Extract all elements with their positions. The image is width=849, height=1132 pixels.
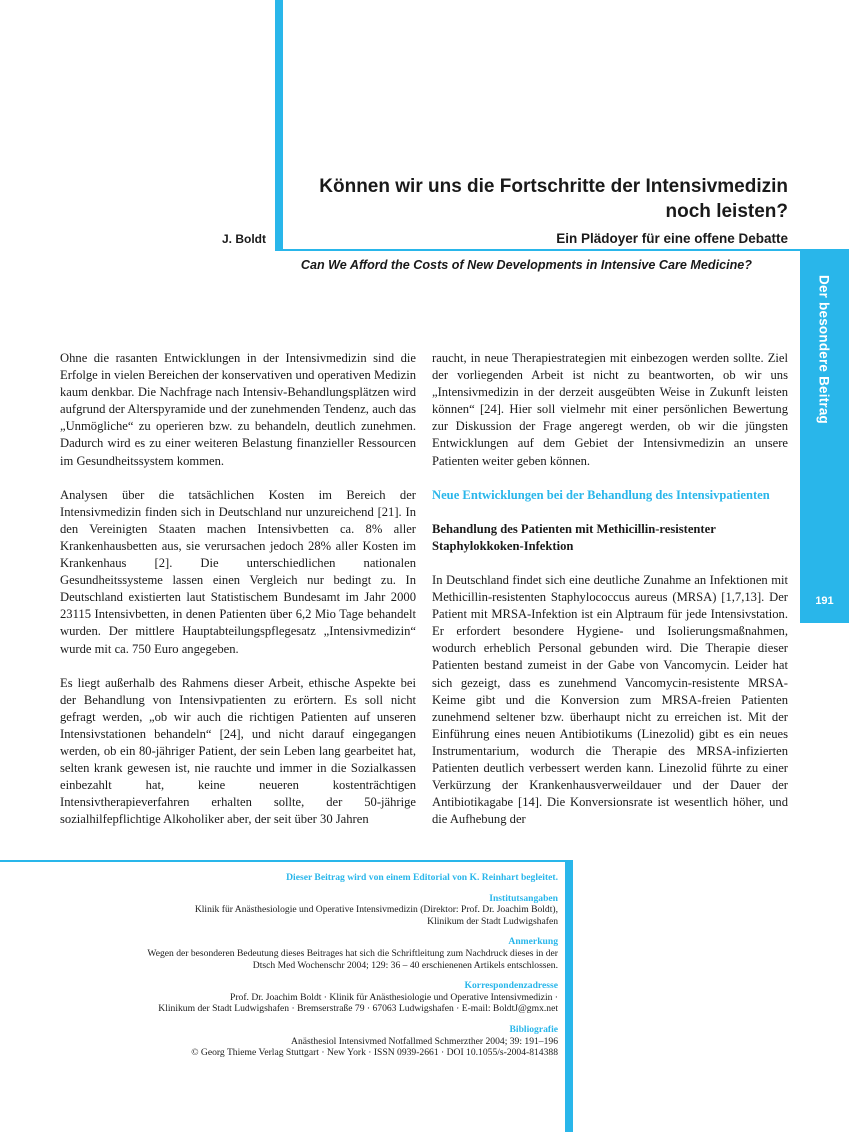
- paragraph: In Deutschland findet sich eine deutliche Zunahme an Infektionen mit Methicillin-resistenten Staphylococcus aureus (MRSA) [1,7,13]. Der Patient mit MRSA-Infektion ist ein Alptraum für jede Intensivstation. Er erfordert besondere Hygiene- und Isolierungsmaßnahmen, wodurch erheblich Personal gebunden wird. Die Therapie dieser Patienten bestand zumeist in der Gabe von Vancomycin. Leider hat sich gezeigt, dass es zunehmend Vancomycin-resistente MRSA-Keime gibt und die Konversion zum MRSA-freien Patienten zunehmend seltener bzw. überhaupt nicht zu erreichen ist. Mit der Einführung eines neuen Antibiotikums (Linezolid) gibt es ein neues Instrumentarium, wodurch die Therapie des MRSA-infizierten Patienten deutlich verbessert werden kann. Linezolid führte zu einer Verkürzung der Krankenhausverweildauer und der Dauer der Antibiotikagabe [14]. Die Konversionsrate ist wesentlich höher, und die Aufhebung der: [432, 572, 788, 827]
- sub-heading: Behandlung des Patienten mit Methicillin-resistenter Staphylokkoken-Infektion: [432, 521, 716, 553]
- institution-line: Klinikum der Stadt Ludwigshafen: [427, 915, 558, 927]
- correspondence-heading: Korrespondenzadresse: [464, 980, 558, 992]
- right-column: [432, 350, 788, 845]
- english-title: Can We Afford the Costs of New Developments in Intensive Care Medicine?: [300, 258, 752, 272]
- note-heading: Anmerkung: [508, 936, 558, 948]
- bibliography-heading: Bibliografie: [509, 1023, 558, 1035]
- correspondence-line: Klinikum der Stadt Ludwigshafen · Bremserstraße 79 · 67063 Ludwigshafen · E-mail: BoldtJ@gmx.net: [158, 1003, 558, 1015]
- page-number: 191: [815, 595, 834, 607]
- section-heading: Neue Entwicklungen bei der Behandlung des Intensivpatienten: [432, 487, 770, 502]
- institution-heading: Institutsangaben: [489, 892, 558, 904]
- paragraph: Ohne die rasanten Entwicklungen in der Intensivmedizin sind die Erfolge in vielen Bereichen der konservativen und operativen Medizin kaum denkbar. Die Nachfrage nach Intensiv-Behandlungsplätzen wird aufgrund der Alterspyramide und der zunehmenden Tendenz, auch das „Unmögliche“ zu operieren bzw. zu behandeln, deutlich zunehmen. Dadurch wird es zu einer weiteren Belastung finanzieller Ressourcen im Gesundheitssystem kommen.: [60, 351, 416, 468]
- header-accent-bar: [275, 0, 283, 251]
- editorial-note: Dieser Beitrag wird von einem Editorial von K. Reinhart begleitet.: [286, 872, 558, 883]
- bibliography-line: Anästhesiol Intensivmed Notfallmed Schmerzther 2004; 39: 191–196: [291, 1035, 558, 1047]
- note-line: Dtsch Med Wochenschr 2004; 129: 36 – 40 erschienenen Artikels entschlossen.: [252, 959, 558, 971]
- section-label: Der besondere Beitrag: [816, 275, 832, 424]
- left-column: [60, 350, 416, 845]
- paragraph: Analysen über die tatsächlichen Kosten im Bereich der Intensivmedizin finden sich in Deutschland nur unzureichend [21]. In den Vereinigten Staaten machen Intensivbetten ca. 8% aller Krankenhausbetten aus, sie verursachen jedoch 28% aller Kosten im Krankenhaus [2]. Die unterschiedlichen nationalen Gesundheitssysteme lassen einen Vergleich nur bedingt zu. In Deutschland existierten laut Statistischem Bundesamt im Jahr 2000 23115 Intensivbetten, in denen Patienten über 6,2 Mio Tage behandelt wurden. Der mittlere Hauptabteilungspflegesatz „Intensivmedizin“ wurde mit ca. 750 Euro angegeben.: [60, 487, 416, 656]
- header-accent-line: [275, 249, 849, 251]
- bibliography-line: © Georg Thieme Verlag Stuttgart · New York · ISSN 0939-2661 · DOI 10.1055/s-2004-814388: [191, 1047, 558, 1059]
- paragraph: raucht, in neue Therapiestrategien mit einbezogen werden sollte. Ziel der vorliegenden Arbeit ist nicht zu beantworten, ob wir uns „Intensivmedizin in der derzeit ausgeübten Weise in Zukunft leisten können“ [24]. Hier soll vielmehr mit einer persönlichen Bewertung zur Diskussion der Frage angeregt werden, ob wir die jüngsten Entwicklungen auf dem Gebiet der Intensivmedizin an unsere Patienten weiter geben können.: [432, 351, 788, 468]
- article-title: [290, 174, 788, 224]
- institution-line: Klinik für Anästhesiologie und Operative Intensivmedizin (Direktor: Prof. Dr. Joachim Boldt),: [194, 904, 558, 916]
- section-side-tab: [800, 251, 849, 623]
- author: J. Boldt: [222, 232, 266, 246]
- footer-accent-line: [0, 860, 572, 862]
- paragraph: Es liegt außerhalb des Rahmens dieser Arbeit, ethische Aspekte bei der Behandlung von Intensivpatienten zu erörtern. Es soll nicht gefragt werden, „ob wir auch die richtigen Patienten auf unseren Intensivstationen behandeln“ [24], und nicht darauf eingegangen werden, ob ein 80-jähriger Patient, der sein Leben lang gearbeitet hat, selten krank gewesen ist, nie rauchte und immer in die Sozialkassen einbezahlt hat, keine neueren kostenträchtigen Intensivtherapieverfahren erhalten sollte, der 50-jährige sozialhilfepflichtige Alkoholiker aber, der seit über 30 Jahren: [60, 675, 416, 827]
- title-line-1: Können wir uns die Fortschritte der Intensivmedizin: [319, 176, 788, 197]
- footer-accent-bar: [565, 860, 573, 1132]
- title-line-2: noch leisten?: [665, 201, 788, 222]
- article-subtitle: Ein Plädoyer für eine offene Debatte: [556, 231, 788, 246]
- note-line: Wegen der besonderen Bedeutung dieses Beitrages hat sich die Schriftleitung zum Nachdruck dieses in der: [147, 947, 558, 959]
- article-info-box: [40, 872, 558, 1059]
- correspondence-line: Prof. Dr. Joachim Boldt · Klinik für Anästhesiologie und Operative Intensivmedizin ·: [230, 991, 558, 1003]
